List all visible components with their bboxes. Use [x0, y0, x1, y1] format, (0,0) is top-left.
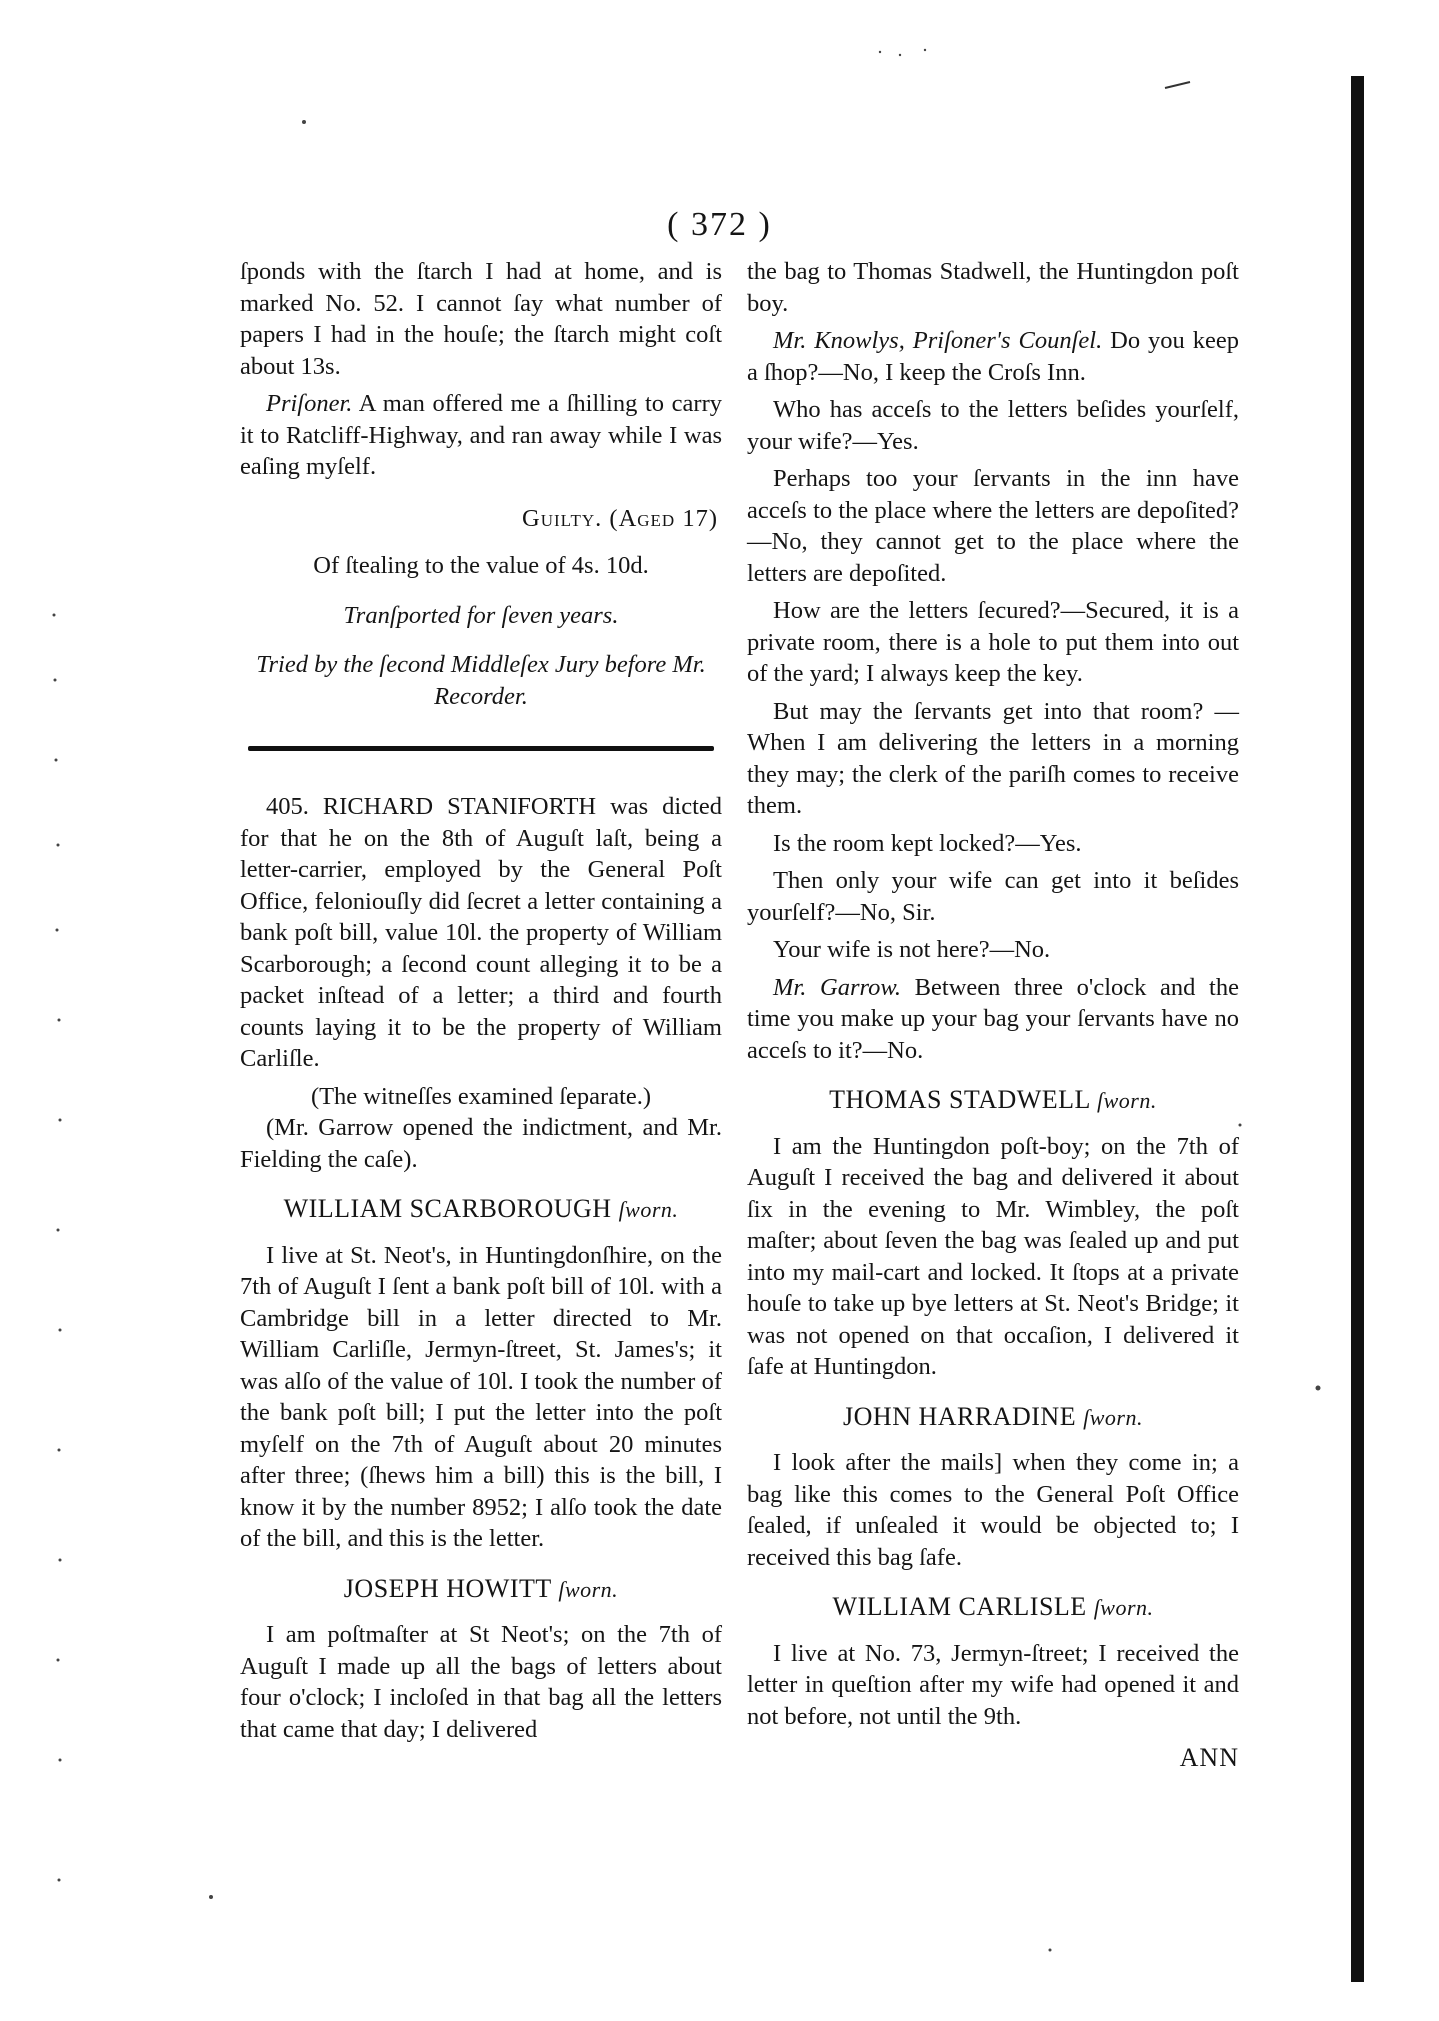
- sentence-line: Tried by the ſecond Middleſex Jury before Mr. Recorder.: [256, 651, 706, 710]
- speaker-label: Mr. Garrow.: [773, 973, 902, 1001]
- paragraph-text: I am the Huntingdon poſt-boy; on the 7th of Auguſt I received the bag and delivered it about ſix in the evening to Mr. Wimbley, the poſt maſter; about ſeven the bag was ſealed up and put into my mail-cart and locked. It ſtops at a private houſe to take up bye letters at St. Neot's Bridge; it was not opened on that occaſion, I delivered it ſafe at Huntingdon.: [747, 1132, 1239, 1380]
- centered-line: Of ſtealing to the value of 4s. 10d.: [313, 552, 649, 579]
- paragraph-text: How are the letters ſecured?—Secured, it is a private room, there is a hole to put them into out of the yard; I always keep the key.: [747, 597, 1239, 687]
- witness-name: JOSEPH HOWITT: [343, 1573, 552, 1603]
- witness-name: WILLIAM CARLISLE: [832, 1592, 1087, 1621]
- paragraph-text: Perhaps too your ſervants in the inn have acceſs to the place where the letters are depoſited?—No, they cannot get to the place where the letters are depoſited.: [747, 465, 1239, 587]
- sentence-line: Tranſported for ſeven years.: [343, 601, 619, 629]
- paragraph-text: I live at No. 73, Jermyn-ſtreet; I received the letter in queſtion after my wife had opened it and not before, not until the 9th.: [747, 1639, 1239, 1730]
- speaker-label: Mr. Knowlys, Priſoner's Counſel.: [773, 327, 1103, 354]
- witness-name: THOMAS STADWELL: [829, 1085, 1090, 1114]
- paragraph-text: Then only your wife can get into it beſides yourſelf?—No, Sir.: [747, 867, 1239, 926]
- paragraph-text: (Mr. Garrow opened the indictment, and Mr. Fielding the caſe).: [240, 1114, 722, 1173]
- paragraph-text: Do you keep a ſhop?—No, I keep the Croſs Inn.: [747, 327, 1239, 386]
- paragraph-text: Your wife is not here?—No.: [773, 936, 1051, 963]
- paragraph-text: the bag to Thomas Stadwell, the Huntingdon poſt boy.: [747, 258, 1239, 317]
- paragraph-text: Is the room kept locked?—Yes.: [773, 829, 1082, 857]
- paragraph-text: Between three o'clock and the time you make up your bag your ſervants have no acceſs to it?—No.: [747, 973, 1239, 1064]
- sworn-label: ſworn.: [1083, 1404, 1143, 1430]
- witness-name: WILLIAM SCARBOROUGH: [283, 1194, 612, 1223]
- paragraph-text: 405. RICHARD STANIFORTH was dicted for that he on the 8th of Auguſt laſt, being a letter-carrier, employed by the General Poſt Office, feloniouſly did ſecret a letter containing a bank poſt bill, value 10l. the property of William Scarborough; a ſecond count alleging it to be a packet inſtead of a letter; a third and fourth counts laying it to be the property of William Carliſle.: [240, 793, 722, 1072]
- paragraph-text: Who has acceſs to the letters beſides yourſelf, your wife?—Yes.: [747, 396, 1239, 455]
- sworn-label: ſworn.: [1093, 1595, 1154, 1620]
- verdict-line: Guilty. (Aged 17): [522, 504, 718, 532]
- catchword: ANN: [1179, 1743, 1239, 1772]
- paragraph-text: I am poſtmaſter at St Neot's; on the 7th of Auguſt I made up all the bags of letters about four o'clock; I incloſed in that bag all the letters that came that day; I delivered: [240, 1621, 722, 1743]
- paragraph-text: I look after the mails] when they come in; a bag like this comes to the General Poſt Office ſealed, if unſealed it would be objected to; I received this bag ſafe.: [747, 1449, 1239, 1571]
- page-number: ( 372 ): [667, 206, 772, 243]
- paragraph-text: A man offered me a ſhilling to carry it to Ratcliff-Highway, and ran away while I was eaſing myſelf.: [240, 390, 722, 480]
- centered-line: (The witneſſes examined ſeparate.): [310, 1082, 652, 1110]
- sworn-label: ſworn.: [558, 1576, 619, 1602]
- paragraph-text: I live at St. Neot's, in Huntingdonſhire, on the 7th of Auguſt I ſent a bank poſt bill of 10l. with a Cambridge bill in a letter directed to Mr. William Carliſle, Jermyn-ſtreet, St. James's; it was alſo of the value of 10l. I took the number of the bank poſt bill; I put the letter into the poſt myſelf on the 7th of Auguſt about 20 minutes after three; (ſhews him a bill) this is the bill, I know it by the number 8952; I alſo took the date of the bill, and this is the letter.: [240, 1241, 722, 1552]
- paragraph-text: ſponds with the ſtarch I had at home, and is marked No. 52. I cannot ſay what number of papers I had in the houſe; the ſtarch might coſt about 13s.: [240, 258, 722, 380]
- sworn-label: ſworn.: [618, 1197, 679, 1222]
- witness-name: JOHN HARRADINE: [843, 1401, 1077, 1431]
- sworn-label: ſworn.: [1096, 1088, 1157, 1113]
- paragraph-text: But may the ſervants get into that room? —When I am delivering the letters in a morning they may; the clerk of the pariſh comes to receive them.: [747, 697, 1239, 819]
- speaker-label: Priſoner.: [266, 390, 353, 417]
